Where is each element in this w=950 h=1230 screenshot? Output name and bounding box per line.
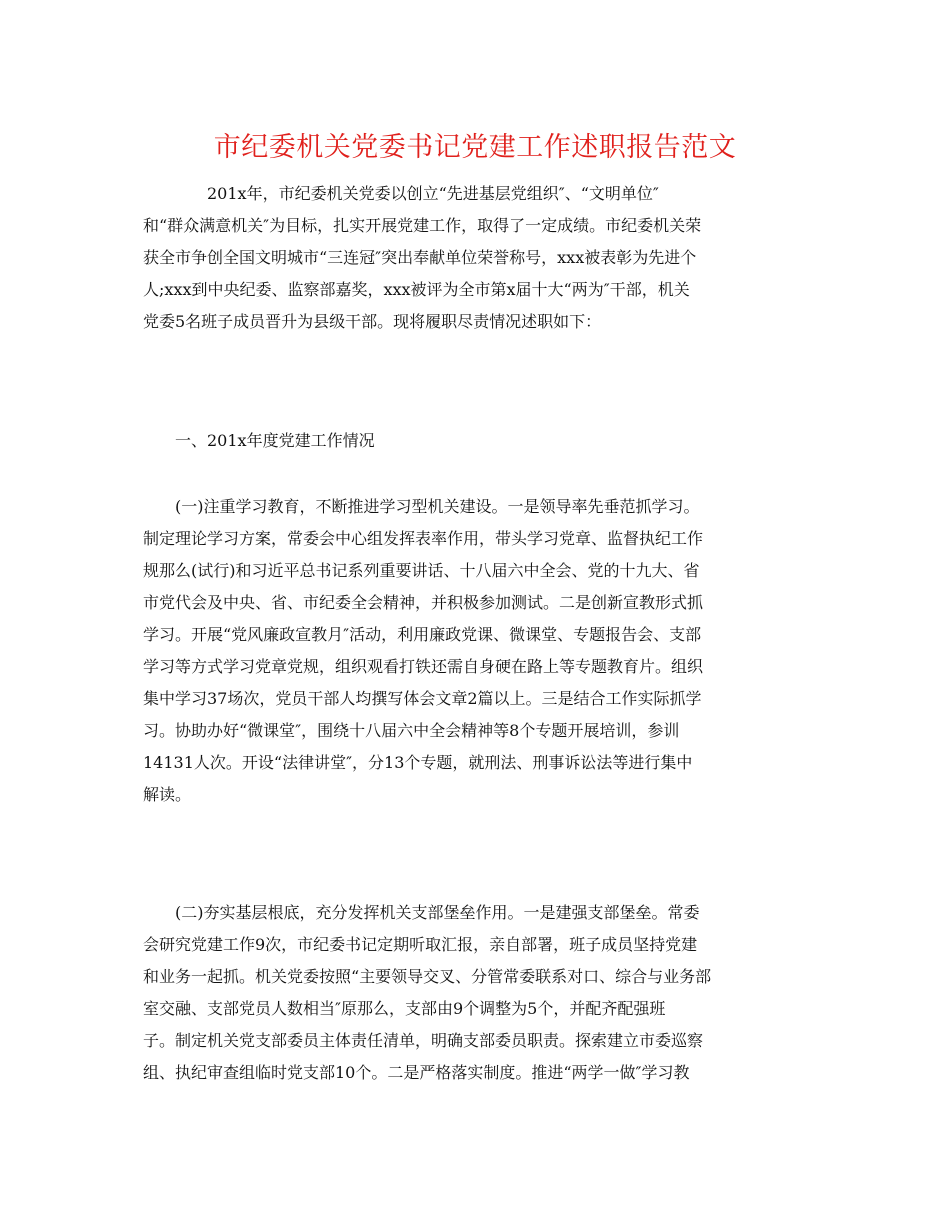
subsection-paragraph-1: (一)注重学习教育，不断推进学习型机关建设。一是领导率先垂范抓学习。 制定理论学习方案，常委会中心组发挥表率作用，带头学习党章、监督执纪工作 规那么(试行)和习近平总书记系列重要讲话、十八届六中全会、党的十九大、省 市党代会及中央、省、市纪委全会精神，并积极参加测试。二是创新宣教形式抓 学习。开展“党风廉政宣教月″活动，利用廉政党课、微课堂、专题报告会、支部 学习等方式学习党章党规，组织观看打铁还需自身硬在路上等专题教育片。组织 集中学习37场次，党员干部人均撰写体会文章2篇以上。三是结合工作实际抓学 习。协助办好“微课堂″，围绕十八届六中全会精神等8个专题开展培训，参训 14131人次。开设“法律讲堂″，分13个专题，就刑法、刑事诉讼法等进行集中 解读。 (143, 497, 704, 804)
subsection-paragraph-2: (二)夯实基层根底，充分发挥机关支部堡垒作用。一是建强支部堡垒。常委 会研究党建工作9次，市纪委书记定期听取汇报，亲自部署，班子成员坚持党建 和业务一起抓。机关党委按照“主要领导交叉、分管常委联系对口、综合与业务部 室交融、支部党员人数相当″原那么，支部由9个调整为5个，并配齐配强班 子。制定机关党支部委员主体责任清单，明确支部委员职责。探索建立市委巡察 组、执纪审查组临时党支部10个。二是严格落实制度。推进“两学一做″学习教 (143, 903, 712, 1082)
intro-paragraph: 201x年，市纪委机关党委以创立“先进基层党组织″、“文明单位″ 和“群众满意机关″为目标，扎实开展党建工作，取得了一定成绩。市纪委机关荣 获全市争创全国文明城市“三连冠″突出奉献单位荣誉称号，xxx被表彰为先进个 人;xxx到中央纪委、监察部嘉奖，xxx被评为全市第x届十大“两为″干部，机关 党委5名班子成员晋升为县级干部。现将履职尽责情况述职如下： (143, 184, 702, 331)
document-title: 市纪委机关党委书记党建工作述职报告范文 (213, 132, 737, 163)
section-heading-1: 一、201x年度党建工作情况 (143, 431, 375, 450)
